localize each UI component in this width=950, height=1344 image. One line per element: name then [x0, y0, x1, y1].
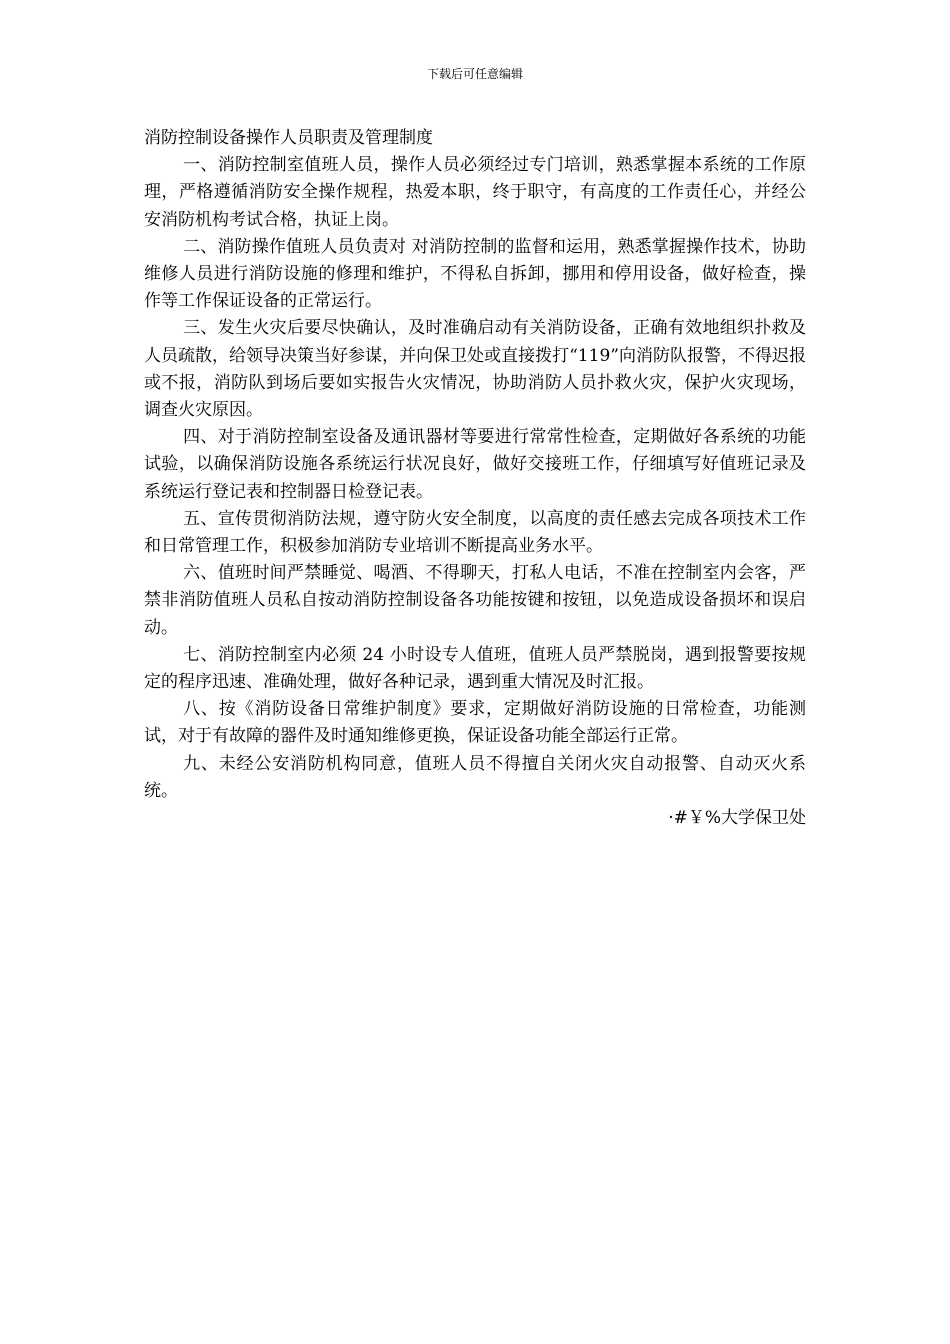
page-header-note: 下载后可任意编辑	[426, 67, 523, 81]
paragraph-4: 四、对于消防控制室设备及通讯器材等要进行常常性检查，定期做好各系统的功能试验，以确保消防设施各系统运行状况良好，做好交接班工作，仔细填写好值班记录及系统运行登记表和控制器日检登记表。	[144, 427, 806, 502]
paragraph-6: 六、值班时间严禁睡觉、喝酒、不得聊天，打私人电话，不准在控制室内会客，严禁非消防值班人员私自按动消防控制设备各功能按键和按钮，以免造成设备损坏和误启动。	[144, 563, 806, 638]
paragraph-8: 八、按《消防设备日常维护制度》要求，定期做好消防设施的日常检查，功能测试，对于有故障的器件及时通知维修更换，保证设备功能全部运行正常。	[144, 699, 806, 747]
paragraph-3: 三、发生火灾后要尽快确认，及时准确启动有关消防设备，正确有效地组织扑救及人员疏散，给领导决策当好参谋，并向保卫处或直接拨打“119”向消防队报警，不得迟报或不报，消防队到场后要如实报告火灾情况，协助消防人员扑救火灾，保护火灾现场，调查火灾原因。	[144, 318, 806, 421]
paragraph-5: 五、宣传贯彻消防法规，遵守防火安全制度，以高度的责任感去完成各项技术工作和日常管理工作，积极参加消防专业培训不断提高业务水平。	[144, 508, 806, 557]
paragraph-9: 九、未经公安消防机构同意，值班人员不得擅自关闭火灾自动报警、自动灭火系统。	[144, 753, 806, 801]
document-title: 消防控制设备操作人员职责及管理制度	[144, 128, 433, 148]
signature: ·#￥%大学保卫处	[668, 808, 806, 829]
paragraph-7: 七、消防控制室内必须 24 小时设专人值班，值班人员严禁脱岗，遇到报警要按规定的程序迅速、准确处理，做好各种记录，遇到重大情况及时汇报。	[144, 644, 806, 693]
paragraph-2: 二、消防操作值班人员负责对 对消防控制的监督和运用，熟悉掌握操作技术，协助维修人员进行消防设施的修理和维护，不得私自拆卸，挪用和停用设备，做好检查，操作等工作保证设备的正常运行。	[144, 236, 806, 312]
paragraph-1: 一、消防控制室值班人员，操作人员必须经过专门培训，熟悉掌握本系统的工作原理，严格遵循消防安全操作规程，热爱本职，终于职守，有高度的工作责任心，并经公安消防机构考试合格，执证上岗。	[144, 155, 806, 230]
document-body	[144, 125, 806, 832]
